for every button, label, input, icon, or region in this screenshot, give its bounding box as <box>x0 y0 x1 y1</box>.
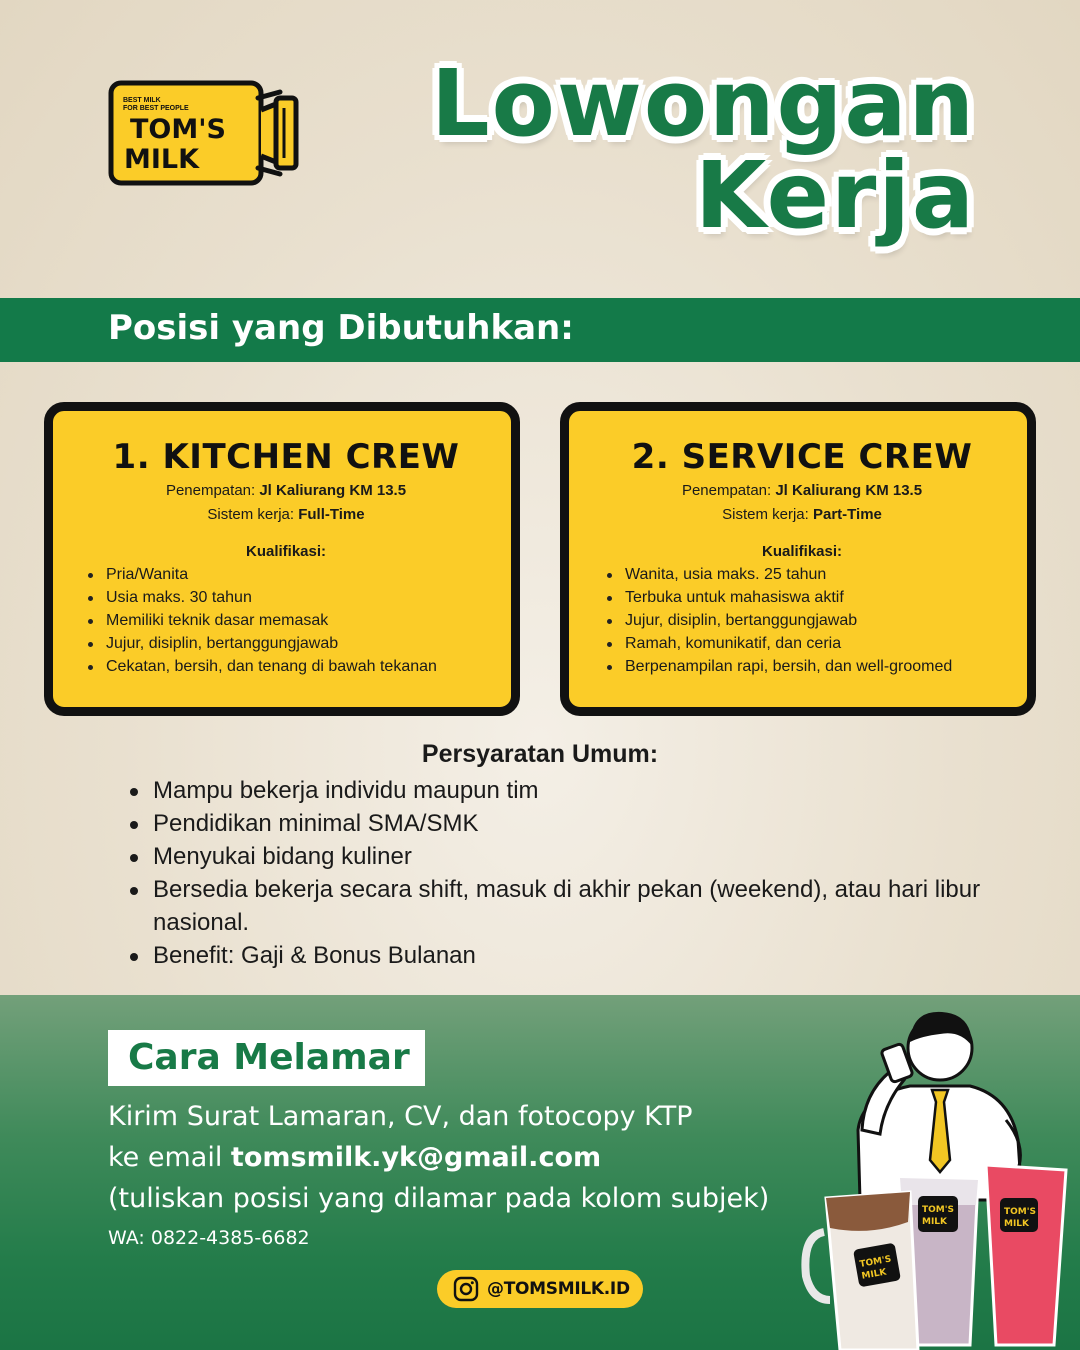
list-item: Jujur, disiplin, bertanggungjawab <box>607 609 991 632</box>
general-requirements-list <box>130 774 990 972</box>
band-heading: Posisi yang Dibutuhkan: <box>108 308 574 348</box>
toms-milk-logo <box>108 80 300 186</box>
placement-label: Penempatan: <box>165 482 260 499</box>
list-item: Cekatan, bersih, dan tenang di bawah tekanan <box>88 655 475 678</box>
list-item: Pria/Wanita <box>88 563 475 586</box>
list-item: Jujur, disiplin, bertanggungjawab <box>88 632 475 655</box>
placement <box>613 479 991 503</box>
list-item: Mampu bekerja individu maupun tim <box>130 774 990 807</box>
work-label: Sistem kerja: <box>722 506 813 523</box>
position-card-kitchen <box>44 402 520 716</box>
list-item: Menyukai bidang kuliner <box>130 840 990 873</box>
placement-value: Jl Kaliurang KM 13.5 <box>259 482 407 499</box>
instagram-handle: @TOMSMILK.ID <box>487 1279 630 1299</box>
position-title: 1. KITCHEN CREW <box>112 437 460 477</box>
list-item: Wanita, usia maks. 25 tahun <box>607 563 991 586</box>
apply-heading-box <box>108 1030 425 1086</box>
general-requirements-heading: Persyaratan Umum: <box>421 740 659 768</box>
instagram-handle-pill[interactable] <box>437 1270 643 1308</box>
apply-heading: Cara Melamar <box>128 1037 410 1078</box>
apply-line-2 <box>108 1137 769 1178</box>
svg-text:FOR BEST PEOPLE: FOR BEST PEOPLE <box>123 105 189 112</box>
apply-line-3: (tuliskan posisi yang dilamar pada kolom subjek) <box>108 1183 770 1214</box>
apply-line-2-prefix: ke email <box>108 1142 231 1173</box>
svg-text:MILK: MILK <box>1004 1219 1030 1229</box>
placement-value: Jl Kaliurang KM 13.5 <box>775 482 923 499</box>
list-item: Bersedia bekerja secara shift, masuk di akhir pekan (weekend), atau hari libur nasional. <box>130 873 990 939</box>
list-item: Memiliki teknik dasar memasak <box>88 609 475 632</box>
title-line-1: Lowongan <box>431 50 976 157</box>
list-item: Benefit: Gaji & Bonus Bulanan <box>130 939 990 972</box>
qualification-heading: Kualifikasi: <box>245 543 327 560</box>
svg-text:TOM'S: TOM'S <box>1004 1207 1036 1217</box>
placement-label: Penempatan: <box>681 482 776 499</box>
work-label: Sistem kerja: <box>207 506 299 523</box>
title-line-2: Kerja <box>694 142 976 249</box>
work-system <box>613 503 991 527</box>
work-system <box>97 503 475 527</box>
instagram-icon <box>453 1276 479 1302</box>
apply-line-1: Kirim Surat Lamaran, CV, dan fotocopy KTP <box>108 1101 693 1132</box>
list-item: Terbuka untuk mahasiswa aktif <box>607 586 991 609</box>
svg-text:MILK: MILK <box>124 144 200 175</box>
position-title: 2. SERVICE CREW <box>631 437 973 477</box>
email-link[interactable]: tomsmilk.yk@gmail.com <box>230 1142 602 1173</box>
svg-text:TOM'S: TOM'S <box>130 114 226 145</box>
qualification-list <box>607 563 991 678</box>
work-value: Full-Time <box>298 506 365 523</box>
whatsapp-number[interactable]: WA: 0822-4385-6682 <box>108 1227 310 1249</box>
svg-text:MILK: MILK <box>922 1217 948 1227</box>
svg-text:BEST MILK: BEST MILK <box>123 97 161 104</box>
list-item: Berpenampilan rapi, bersih, dan well-groomed <box>607 655 991 678</box>
list-item: Usia maks. 30 tahun <box>88 586 475 609</box>
placement <box>97 479 475 503</box>
drinking-man-illustration <box>800 1000 1080 1350</box>
work-value: Part-Time <box>812 506 882 523</box>
list-item: Pendidikan minimal SMA/SMK <box>130 807 990 840</box>
qualification-list <box>88 563 475 678</box>
svg-text:MILK: MILK <box>860 1267 888 1282</box>
apply-instructions <box>108 1096 769 1219</box>
position-card-service <box>560 402 1036 716</box>
list-item: Ramah, komunikatif, dan ceria <box>607 632 991 655</box>
qualification-heading: Kualifikasi: <box>761 543 843 560</box>
svg-text:TOM'S: TOM'S <box>858 1254 893 1270</box>
svg-text:TOM'S: TOM'S <box>922 1205 954 1215</box>
page-title <box>431 50 976 249</box>
section-band <box>0 298 1080 362</box>
